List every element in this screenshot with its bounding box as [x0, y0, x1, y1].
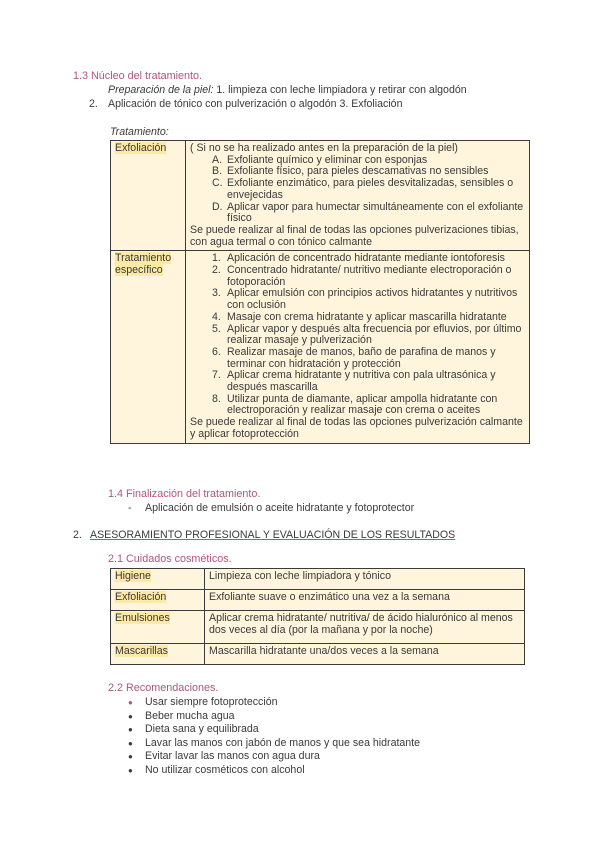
list-item: 1. Aplicación de concentrado hidratante mediante iontoforesis	[212, 252, 505, 265]
finalizacion-item: Aplicación de emulsión o aceite hidratante y fotoprotector	[145, 502, 415, 514]
row-label-especifico: Tratamiento específico	[111, 251, 186, 443]
list-item: 3. Aplicar emulsión con principios activos hidratantes y nutritivos con oclusión	[212, 287, 518, 312]
heading-recomendaciones: 2.2 Recomendaciones.	[108, 682, 219, 694]
cuidados-text: Mascarilla hidratante una/dos veces a la semana	[205, 644, 525, 665]
row-label-exfoliacion: Exfoliación	[111, 141, 186, 251]
cuidados-label: Mascarillas	[111, 644, 205, 665]
list-item: 4. Masaje con crema hidratante y aplicar mascarilla hidratante	[212, 310, 507, 323]
cuidados-label: Higiene	[111, 569, 205, 590]
table-row	[111, 141, 530, 251]
list-item: ● No utilizar cosméticos con alcohol	[128, 764, 420, 778]
exfoliacion-content	[186, 141, 530, 251]
prep-text: 1. limpieza con leche limpiadora y retirar con algodón	[213, 84, 467, 96]
prep-line	[108, 84, 467, 96]
tratamiento-label: Tratamiento:	[110, 126, 169, 138]
list-item: ● Usar siempre fotoprotección	[128, 696, 420, 710]
step2-num: 2.	[89, 98, 98, 110]
finalizacion-dash: -	[128, 502, 132, 514]
especifico-note: Se puede realizar al final de todas las opciones pulverización calmante y aplicar fotoprotección	[190, 416, 523, 440]
heading-finalizacion: 1.4 Finalización del tratamiento.	[108, 488, 261, 500]
list-item: ● Dieta sana y equilibrada	[128, 723, 420, 737]
cuidados-text: Exfoliante suave o enzimático una vez a la semana	[205, 590, 525, 611]
table-row	[111, 590, 525, 611]
step2-text: Aplicación de tónico con pulverización o algodón 3. Exfoliación	[108, 98, 403, 110]
cuidados-label: Exfoliación	[111, 590, 205, 611]
list-item: ● Beber mucha agua	[128, 710, 420, 724]
prep-label: Preparación de la piel:	[108, 84, 214, 96]
table-row	[111, 644, 525, 665]
exfoliacion-note: Se puede realizar al final de todas las opciones pulverizaciones tibias, con agua termal o con tónico calmante	[190, 223, 519, 248]
list-item: 5. Aplicar vapor y después alta frecuencia por efluvios, por último realizar masaje y pulverización	[212, 322, 522, 347]
recomendaciones-list	[128, 696, 420, 778]
list-item: C. Exfoliante enzimático, para pieles desvitalizadas, sensibles o envejecidas	[212, 177, 514, 201]
especifico-content	[186, 251, 530, 443]
exfoliacion-list	[190, 155, 525, 225]
list-item: 2. Concentrado hidratante/ nutritivo mediante electroporación o fotoporación	[212, 264, 512, 288]
list-item: 6. Realizar masaje de manos, baño de parafina de manos y terminar con hidratación y protección	[212, 345, 496, 370]
cuidados-text: Limpieza con leche limpiadora y tónico	[205, 569, 525, 590]
list-item: ● Evitar lavar las manos con agua dura	[128, 750, 420, 764]
table-row	[111, 611, 525, 644]
list-item: 8. Utilizar punta de diamante, aplicar ampolla hidratante con electroporación y realizar masaje con crema o aceites	[212, 392, 498, 417]
treatment-table	[110, 140, 530, 444]
exfoliacion-intro: ( Si no se ha realizado antes en la preparación de la piel)	[190, 142, 458, 154]
cuidados-table	[110, 568, 525, 665]
list-item: A. Exfoliante químico y eliminar con esponjas	[212, 153, 428, 166]
heading-cuidados: 2.1 Cuidados cosméticos.	[108, 553, 232, 565]
table-row	[111, 569, 525, 590]
section2-title: ASESORAMIENTO PROFESIONAL Y EVALUACIÓN DE LOS RESULTADOS	[90, 529, 456, 541]
list-item: ● Lavar las manos con jabón de manos y que sea hidratante	[128, 737, 420, 751]
list-item: D. Aplicar vapor para humectar simultáneamente con el exfoliante físico	[212, 200, 524, 225]
cuidados-label: Emulsiones	[111, 611, 205, 644]
list-item: 7. Aplicar crema hidratante y nutritiva con pala ultrasónica y después mascarilla	[212, 369, 496, 394]
heading-nucleo: 1.3 Núcleo del tratamiento.	[73, 70, 203, 82]
especifico-list	[190, 253, 525, 417]
list-item: B. Exfoliante físico, para pieles descamativas no sensibles	[212, 165, 489, 178]
section2-num: 2.	[73, 529, 82, 541]
table-row	[111, 251, 530, 443]
cuidados-text: Aplicar crema hidratante/ nutritiva/ de ácido hialurónico al menos dos veces al día (por la mañana y por la noche)	[205, 611, 525, 644]
